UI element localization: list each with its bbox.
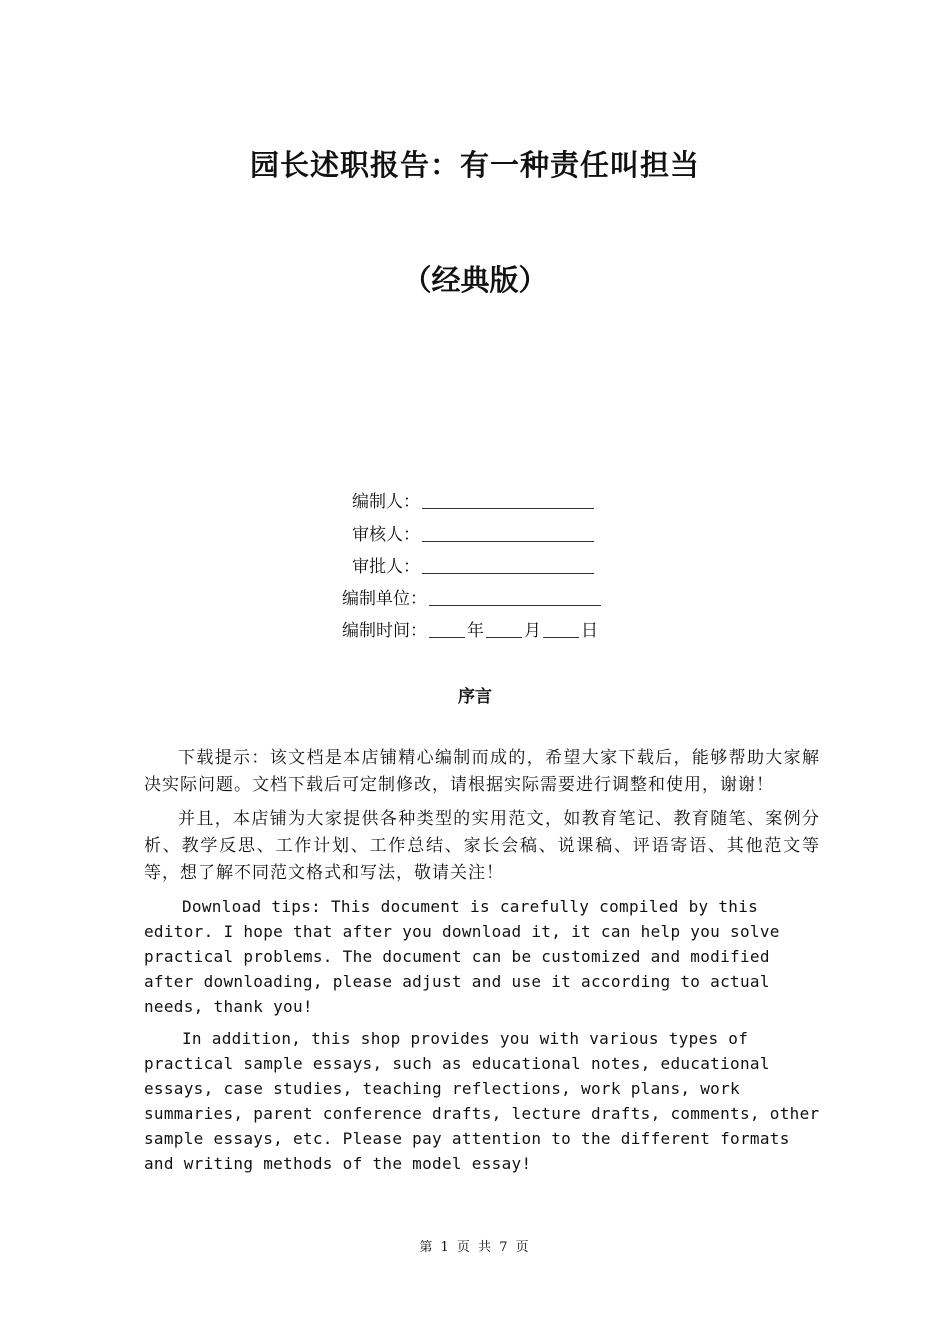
time-label: 编制时间： bbox=[342, 621, 427, 641]
month-label: 月 bbox=[524, 621, 541, 641]
reviewer-row bbox=[352, 521, 594, 549]
unit-label: 编制单位： bbox=[342, 589, 427, 609]
reviewer-label: 审核人： bbox=[352, 525, 420, 545]
day-field[interactable] bbox=[543, 617, 579, 638]
preface-paragraph: 下载提示：该文档是本店铺精心编制而成的，希望大家下载后，能够帮助大家解决实际问题。文档下载后可定制修改，请根据实际需要进行调整和使用，谢谢！ bbox=[144, 748, 820, 795]
editor-field[interactable] bbox=[422, 488, 594, 509]
approver-field[interactable] bbox=[422, 553, 594, 574]
approver-label: 审批人： bbox=[352, 557, 420, 577]
editor-label: 编制人： bbox=[352, 492, 420, 512]
preface-heading: 序言 bbox=[458, 687, 492, 707]
preface-body bbox=[144, 745, 820, 1183]
month-field[interactable] bbox=[486, 617, 522, 638]
reviewer-field[interactable] bbox=[422, 521, 594, 542]
day-label: 日 bbox=[581, 621, 598, 641]
preface-paragraph: 并且，本店铺为大家提供各种类型的实用范文，如教育笔记、教育随笔、案例分析、教学反思、工作计划、工作总结、家长会稿、说课稿、评语寄语、其他范文等等，想了解不同范文格式和写法，敬请关注！ bbox=[144, 809, 820, 883]
document-subtitle: （经典版） bbox=[402, 263, 548, 297]
page-indicator: 第 1 页 共 7 页 bbox=[419, 1240, 531, 1255]
unit-field[interactable] bbox=[429, 585, 601, 606]
year-field[interactable] bbox=[429, 617, 465, 638]
preface-paragraph: In addition, this shop provides you with various types of practical sample essays, such as educational notes, educational essays, case studies, teaching reflections, work plans, work summaries, parent conference drafts, lecture drafts, comments, other sample essays, etc. Please pay attention to the different formats and writing methods of the model essay! bbox=[144, 1029, 820, 1173]
approver-row bbox=[352, 553, 594, 581]
unit-row bbox=[342, 585, 601, 613]
document-title: 园长述职报告：有一种责任叫担当 bbox=[249, 148, 700, 182]
year-label: 年 bbox=[467, 621, 484, 641]
editor-row bbox=[352, 488, 594, 516]
time-row bbox=[342, 617, 598, 645]
preface-paragraph: Download tips: This document is carefully compiled by this editor. I hope that after you download it, it can help you solve practical problems. The document can be customized and modified after downloading, please adjust and use it according to actual needs, thank you! bbox=[144, 897, 780, 1016]
